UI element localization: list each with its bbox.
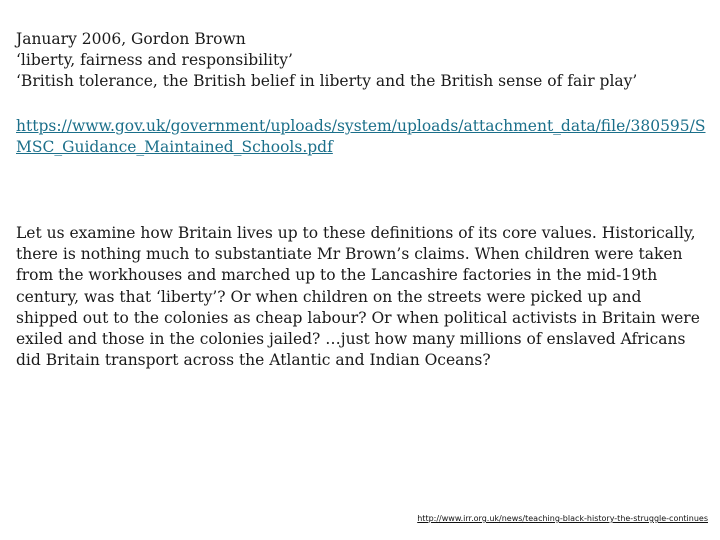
quote-values-short: ‘liberty, fairness and responsibility’ [16, 51, 293, 69]
body-paragraph: Let us examine how Britain lives up to these definitions of its core values. Historically, there is nothing much to substantiate Mr Brown’s claims. When children were taken from the workhouses and marched up to the Lancashire factories in the mid-19th century, was that ‘liberty’? Or when children on the streets were picked up and shipped out to the colonies as cheap labour? Or when political activists in Britain were exiled and those in the colonies jailed? …just how many millions of enslaved Africans did Britain transport across the Atlantic and Indian Oceans? [16, 224, 700, 370]
quote-attribution: January 2006, Gordon Brown [16, 30, 246, 48]
quote-values-long: ‘British tolerance, the British belief in liberty and the British sense of fair play’ [16, 72, 638, 90]
guidance-link-block [16, 116, 706, 158]
quote-block [16, 29, 706, 92]
guidance-link[interactable]: https://www.gov.uk/government/uploads/system/uploads/attachment_data/file/380595/SMSC_Guidance_Maintained_Schools.pdf [16, 117, 706, 156]
body-text-block [16, 223, 706, 371]
source-link[interactable]: http://www.irr.org.uk/news/teaching-black-history-the-struggle-continues [417, 514, 708, 523]
